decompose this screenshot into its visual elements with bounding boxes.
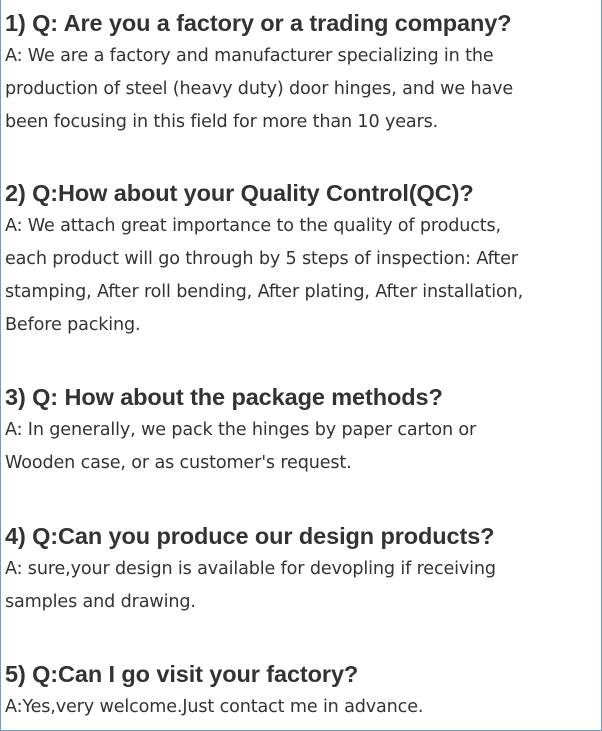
- faq-answer-line: Wooden case, or as customer's request.: [5, 453, 352, 473]
- faq-answer-line: been focusing in this field for more than 10 years.: [5, 112, 439, 132]
- faq-item: [5, 657, 597, 724]
- faq-answer-line: samples and drawing.: [5, 592, 196, 612]
- faq-answer-line: A: We are a factory and manufacturer specializing in the: [5, 46, 494, 66]
- faq-answer-line: each product will go through by 5 steps of inspection: After: [5, 249, 518, 269]
- faq-answer-line: A: sure,your design is available for devopling if receiving: [5, 559, 496, 579]
- faq-answer: [5, 691, 597, 724]
- faq-item: [5, 380, 597, 480]
- faq-answer-line: production of steel (heavy duty) door hinges, and we have: [5, 79, 514, 99]
- faq-item: [5, 519, 597, 619]
- faq-answer: [5, 40, 597, 139]
- faq-question: 5) Q:Can I go visit your factory?: [5, 661, 359, 687]
- faq-answer-line: A:Yes,very welcome.Just contact me in advance.: [5, 697, 424, 717]
- faq-question: 1) Q: Are you a factory or a trading company?: [5, 10, 512, 36]
- faq-answer-line: A: In generally, we pack the hinges by paper carton or: [5, 420, 477, 440]
- faq-question: 2) Q:How about your Quality Control(QC)?: [5, 180, 474, 206]
- faq-answer: [5, 414, 597, 480]
- faq-item: [5, 176, 597, 342]
- faq-question: 3) Q: How about the package methods?: [5, 384, 443, 410]
- faq-item: [5, 6, 597, 139]
- faq-answer-line: Before packing.: [5, 315, 141, 335]
- faq-question: 4) Q:Can you produce our design products?: [5, 523, 495, 549]
- faq-answer: [5, 553, 597, 619]
- faq-answer: [5, 210, 597, 342]
- faq-answer-line: stamping, After roll bending, After plating, After installation,: [5, 282, 524, 302]
- faq-answer-line: A: We attach great importance to the quality of products,: [5, 216, 501, 236]
